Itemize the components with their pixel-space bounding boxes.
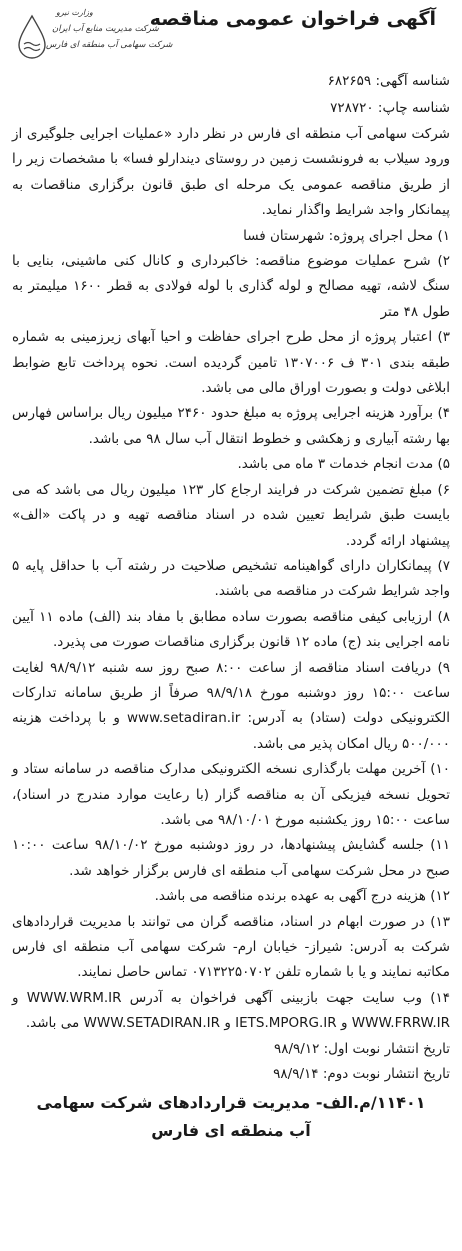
clause-1: ۱) محل اجرای پروژه: شهرستان فسا bbox=[243, 227, 450, 244]
clause-4: ۴) برآورد هزینه اجرایی پروژه به مبلغ حدود ۲۴۶۰ میلیون ریال براساس فهارس بها رشته آبیاری و زهکشی و خطوط انتقال آب سال ۹۸ می باشد. bbox=[12, 405, 451, 447]
logo-regional-text: شرکت سهامی آب منطقه ای فارس bbox=[46, 40, 173, 50]
notice-footer bbox=[12, 1089, 450, 1145]
footer-reference: ۱۱۴۰۱/م.الف- مدیریت قراردادهای شرکت سهامی bbox=[36, 1092, 426, 1112]
clause-3: ۳) اعتبار پروژه از محل طرح اجرای حفاظت و احیا آبهای زیرزمینی به شماره طبقه بندی ۳۰۱ ف ۱۳۰۷۰۰۶ تامین گردیده است. نحوه پرداخت تابع ضوابط ابلاغی دولت و بصورت اوراق مالی می باشد. bbox=[12, 329, 450, 397]
logo-ministry-text: وزارت نیرو bbox=[56, 8, 93, 17]
notice-title: آگهی فراخوان عمومی مناقصه bbox=[149, 8, 436, 30]
clause-8: ۸) ارزیابی کیفی مناقصه بصورت ساده مطابق با مفاد بند (الف) ماده ۱۱ آیین نامه اجرایی بند (ج) ماده ۱۲ قانون برگزاری مناقصات صورت می پذیرد. bbox=[12, 608, 450, 651]
publication-dates bbox=[12, 1037, 450, 1087]
clause-6: ۶) مبلغ تضمین شرکت در فرایند ارجاع کار ۱۲۳ میلیون ریال می باشد که می بایست طبق شرایط تعیین شده در اسناد مناقصه تهیه و در پاکت «الف» پیشنهاد ارائه گردد. bbox=[12, 481, 450, 549]
first-publication-date: تاریخ انتشار نوبت اول: ۹۸/۹/۱۲ bbox=[273, 1040, 450, 1057]
clause-5: ۵) مدت انجام خدمات ۳ ماه می باشد. bbox=[237, 456, 450, 473]
notice-body bbox=[12, 122, 450, 1037]
clause-9: ۹) دریافت اسناد مناقصه از ساعت ۸:۰۰ صبح روز سه شنبه ۹۸/۹/۱۲ لغایت ساعت ۱۵:۰۰ روز دوشنبه مورخ ۹۸/۹/۱۸ صرفاً از طریق سامانه تدارکات الکترونیکی دولت (ستاد) به آدرس: www.setadiran.ir و با پرداخت هزینه ۵۰۰/۰۰۰ ریال امکان پذیر می باشد. bbox=[12, 659, 451, 752]
clause-11: ۱۱) جلسه گشایش پیشنهادها، در روز دوشنبه مورخ ۹۸/۱۰/۰۲ ساعت ۱۰:۰۰ صبح در محل شرکت سهامی آب منطقه ای فارس برگزار خواهد شد. bbox=[12, 837, 450, 879]
ad-id: شناسه آگهی: ۶۸۲۶۵۹ bbox=[327, 73, 450, 89]
footer-company: آب منطقه ای فارس bbox=[151, 1120, 311, 1140]
second-publication-date: تاریخ انتشار نوبت دوم: ۹۸/۹/۱۴ bbox=[273, 1065, 450, 1082]
clause-14: ۱۴) وب سایت جهت بازبینی آگهی فراخوان به آدرس WWW.WRM.IR و WWW.FRRW.IR و IETS.MPORG.IR و WWW.SETADIRAN.IR می باشد. bbox=[12, 989, 450, 1032]
clause-13: ۱۳) در صورت ابهام در اسناد، مناقصه گران می توانند با مدیریت قراردادهای شرکت به آدرس: شیراز- خیابان ارم- شرکت سهامی آب منطقه ای فارس مکاتبه نمایند و یا با شماره تلفن ۰۷۱۳۲۲۵۰۷۰۲ تماس حاصل نمایند. bbox=[12, 913, 450, 981]
clause-2: ۲) شرح عملیات موضوع مناقصه: خاکبرداری و کانال کنی ماشینی، بنایی با سنگ لاشه، تهیه مصالح و لوله گذاری با لوله فولادی به قطر ۱۶۰۰ میلیمتر به طول ۴۸ متر bbox=[12, 253, 450, 320]
notice-ids bbox=[12, 68, 450, 122]
intro-paragraph: شرکت سهامی آب منطقه ای فارس در نظر دارد «عملیات اجرایی جلوگیری از ورود سیلاب به فرونشست زمین در روستای دیندارلو فسا» با مشخصات زیر را از طریق مناقصه عمومی یک مرحله ای طبق قانون برگزاری مناقصات به پیمانکار واجد شرایط واگذار نماید. bbox=[12, 126, 450, 219]
clause-12: ۱۲) هزینه درج آگهی به عهده برنده مناقصه می باشد. bbox=[154, 888, 450, 905]
print-id: شناسه چاپ: ۷۲۸۷۲۰ bbox=[330, 100, 450, 116]
water-drop-icon bbox=[16, 14, 48, 60]
logo-company-text: شرکت مدیریت منابع آب ایران bbox=[52, 24, 159, 34]
clause-7: ۷) پیمانکاران دارای گواهینامه تشخیص صلاحیت در رشته آب با حداقل پایه ۵ واجد شرایط شرکت در مناقصه می باشند. bbox=[12, 557, 450, 600]
notice-header bbox=[12, 6, 450, 68]
ministry-logo bbox=[16, 6, 173, 70]
clause-10: ۱۰) آخرین مهلت بارگذاری نسخه الکترونیکی مدارک مناقصه در سامانه ستاد و تحویل نسخه فیزیکی آن به مناقصه گزار (با رعایت موارد مندرج در اسناد)، ساعت ۱۵:۰۰ روز یکشنبه مورخ ۹۸/۱۰/۰۱ می باشد. bbox=[12, 761, 450, 828]
